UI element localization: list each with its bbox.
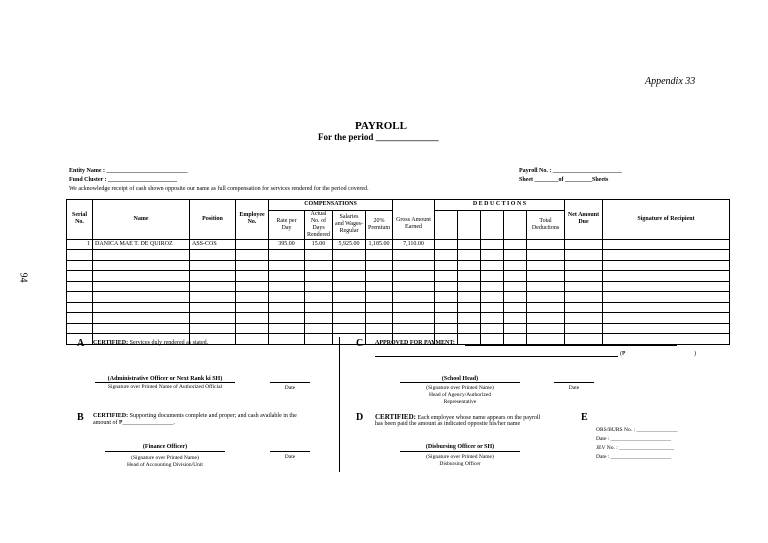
row-name: DANICA MAE T. DE QUIROZ: [93, 239, 190, 250]
table-row: [67, 313, 730, 324]
section-a-date: Date: [284, 385, 296, 391]
section-a-signer-sub: Signature over Printed Name of Authorized Official: [107, 384, 223, 390]
row-gross: 7,110.00: [393, 239, 435, 250]
entity-name: Entity Name : ___________________________: [69, 168, 188, 174]
section-b-signer-sub1: (Signature over Printed Name): [131, 455, 199, 461]
row-days: 15.00: [305, 239, 333, 250]
table-row: [67, 281, 730, 292]
header-position: Position: [190, 200, 236, 240]
section-b-date: Date: [284, 454, 296, 460]
section-b-text1: Supporting documents complete and proper; and cash available in the: [129, 413, 297, 419]
section-c-signer-sub2: Head of Agency/Authorized: [428, 392, 491, 398]
section-e-jev: JEV No. : ____________________: [596, 445, 675, 451]
appendix-label: Appendix 33: [645, 76, 696, 87]
header-gross: Gross Amount Earned: [393, 210, 435, 239]
section-c-signer-sub1: (Signature over Printed Name): [426, 385, 494, 391]
section-a-certified: CERTIFIED:: [93, 340, 129, 346]
section-c-close: ): [694, 351, 696, 357]
section-d-letter: D: [356, 412, 364, 423]
page-title: PAYROLL: [355, 120, 407, 132]
fund-cluster: Fund Cluster : _______________________: [69, 177, 178, 183]
header-employee-no: Employee No.: [236, 200, 269, 240]
sheet-count: Sheet ________of _________Sheets: [519, 177, 609, 183]
table-row: [67, 250, 730, 261]
acknowledgement: We acknowledge receipt of cash shown opposite our name as full compensation for services rendered for the period covered.: [69, 186, 369, 192]
section-b-signer-sub2: Head of Accounting Division/Unit: [127, 462, 203, 468]
table-row: [67, 271, 730, 282]
section-c-approved: APPROVED FOR PAYMENT:: [375, 340, 455, 346]
section-d-text1: Each employee whose name appears on the payroll: [417, 415, 541, 421]
section-e-letter: E: [581, 412, 588, 423]
section-d-text2: has been paid the amount as indicated opposite his/her name: [375, 421, 521, 427]
side-page-number: 94: [17, 272, 29, 283]
row-salaries: 5,925.00: [333, 239, 366, 250]
payroll-table: [66, 199, 730, 345]
row-premium: 1,185.00: [366, 239, 393, 250]
header-compensations: COMPENSATIONS: [269, 200, 393, 211]
payroll-no: Payroll No. : _______________________: [519, 168, 622, 174]
header-name: Name: [93, 200, 190, 240]
table-row: [67, 260, 730, 271]
section-d-signer-sub1: (Signature over Printed Name): [426, 454, 494, 460]
row-position: ASS-COS: [190, 239, 236, 250]
row-rate: 395.00: [269, 239, 305, 250]
section-e-ors: ORS/BURS No. : _______________: [596, 427, 678, 433]
header-days-rendered: Actual No. of Days Rendered: [305, 210, 333, 239]
section-c-signer: (School Head): [441, 376, 479, 382]
header-rate-per-day: Rate per Day: [269, 210, 305, 239]
section-d-signer: (Disbursing Officer or SH): [425, 444, 495, 450]
header-net-amount: Net Amount Due: [565, 200, 603, 240]
table-row: [67, 323, 730, 334]
section-c-letter: C: [356, 338, 364, 349]
section-e-date: Date : ______________________: [596, 436, 672, 442]
section-d-certified: CERTIFIED:: [375, 413, 416, 421]
section-b-text2: amount of ₱_________________.: [93, 420, 175, 426]
header-salaries: Salaries and Wages- Regular: [333, 210, 366, 239]
header-serial: Serial No.: [67, 200, 93, 240]
section-a-text: Services duly rendered as stated.: [129, 340, 209, 346]
section-b-certified: CERTIFIED:: [93, 413, 129, 419]
header-deductions: D E D U C T I O N S: [435, 200, 565, 211]
row-serial: 1: [67, 239, 93, 250]
section-b-signer: (Finance Officer): [142, 444, 188, 450]
table-row: [67, 239, 730, 250]
header-signature: Signature of Recipient: [603, 200, 730, 240]
section-e-date2: Date : ______________________: [596, 454, 672, 460]
table-row: [67, 292, 730, 303]
period-label: For the period ______________: [318, 132, 439, 142]
header-total-deductions: Total Deductions: [527, 210, 565, 239]
header-premium: 20% Premium: [366, 210, 393, 239]
section-d-signer-sub2: Disbursing Officer: [439, 461, 481, 467]
section-a-letter: A: [77, 338, 85, 349]
section-c-date: Date: [568, 385, 580, 391]
section-b-letter: B: [77, 412, 84, 423]
section-a-signer: (Administrative Officer or Next Rank ki SH): [107, 376, 223, 382]
section-c-peso: (₱: [620, 351, 626, 357]
section-c-signer-sub3: Representative: [443, 399, 477, 405]
table-row: [67, 302, 730, 313]
